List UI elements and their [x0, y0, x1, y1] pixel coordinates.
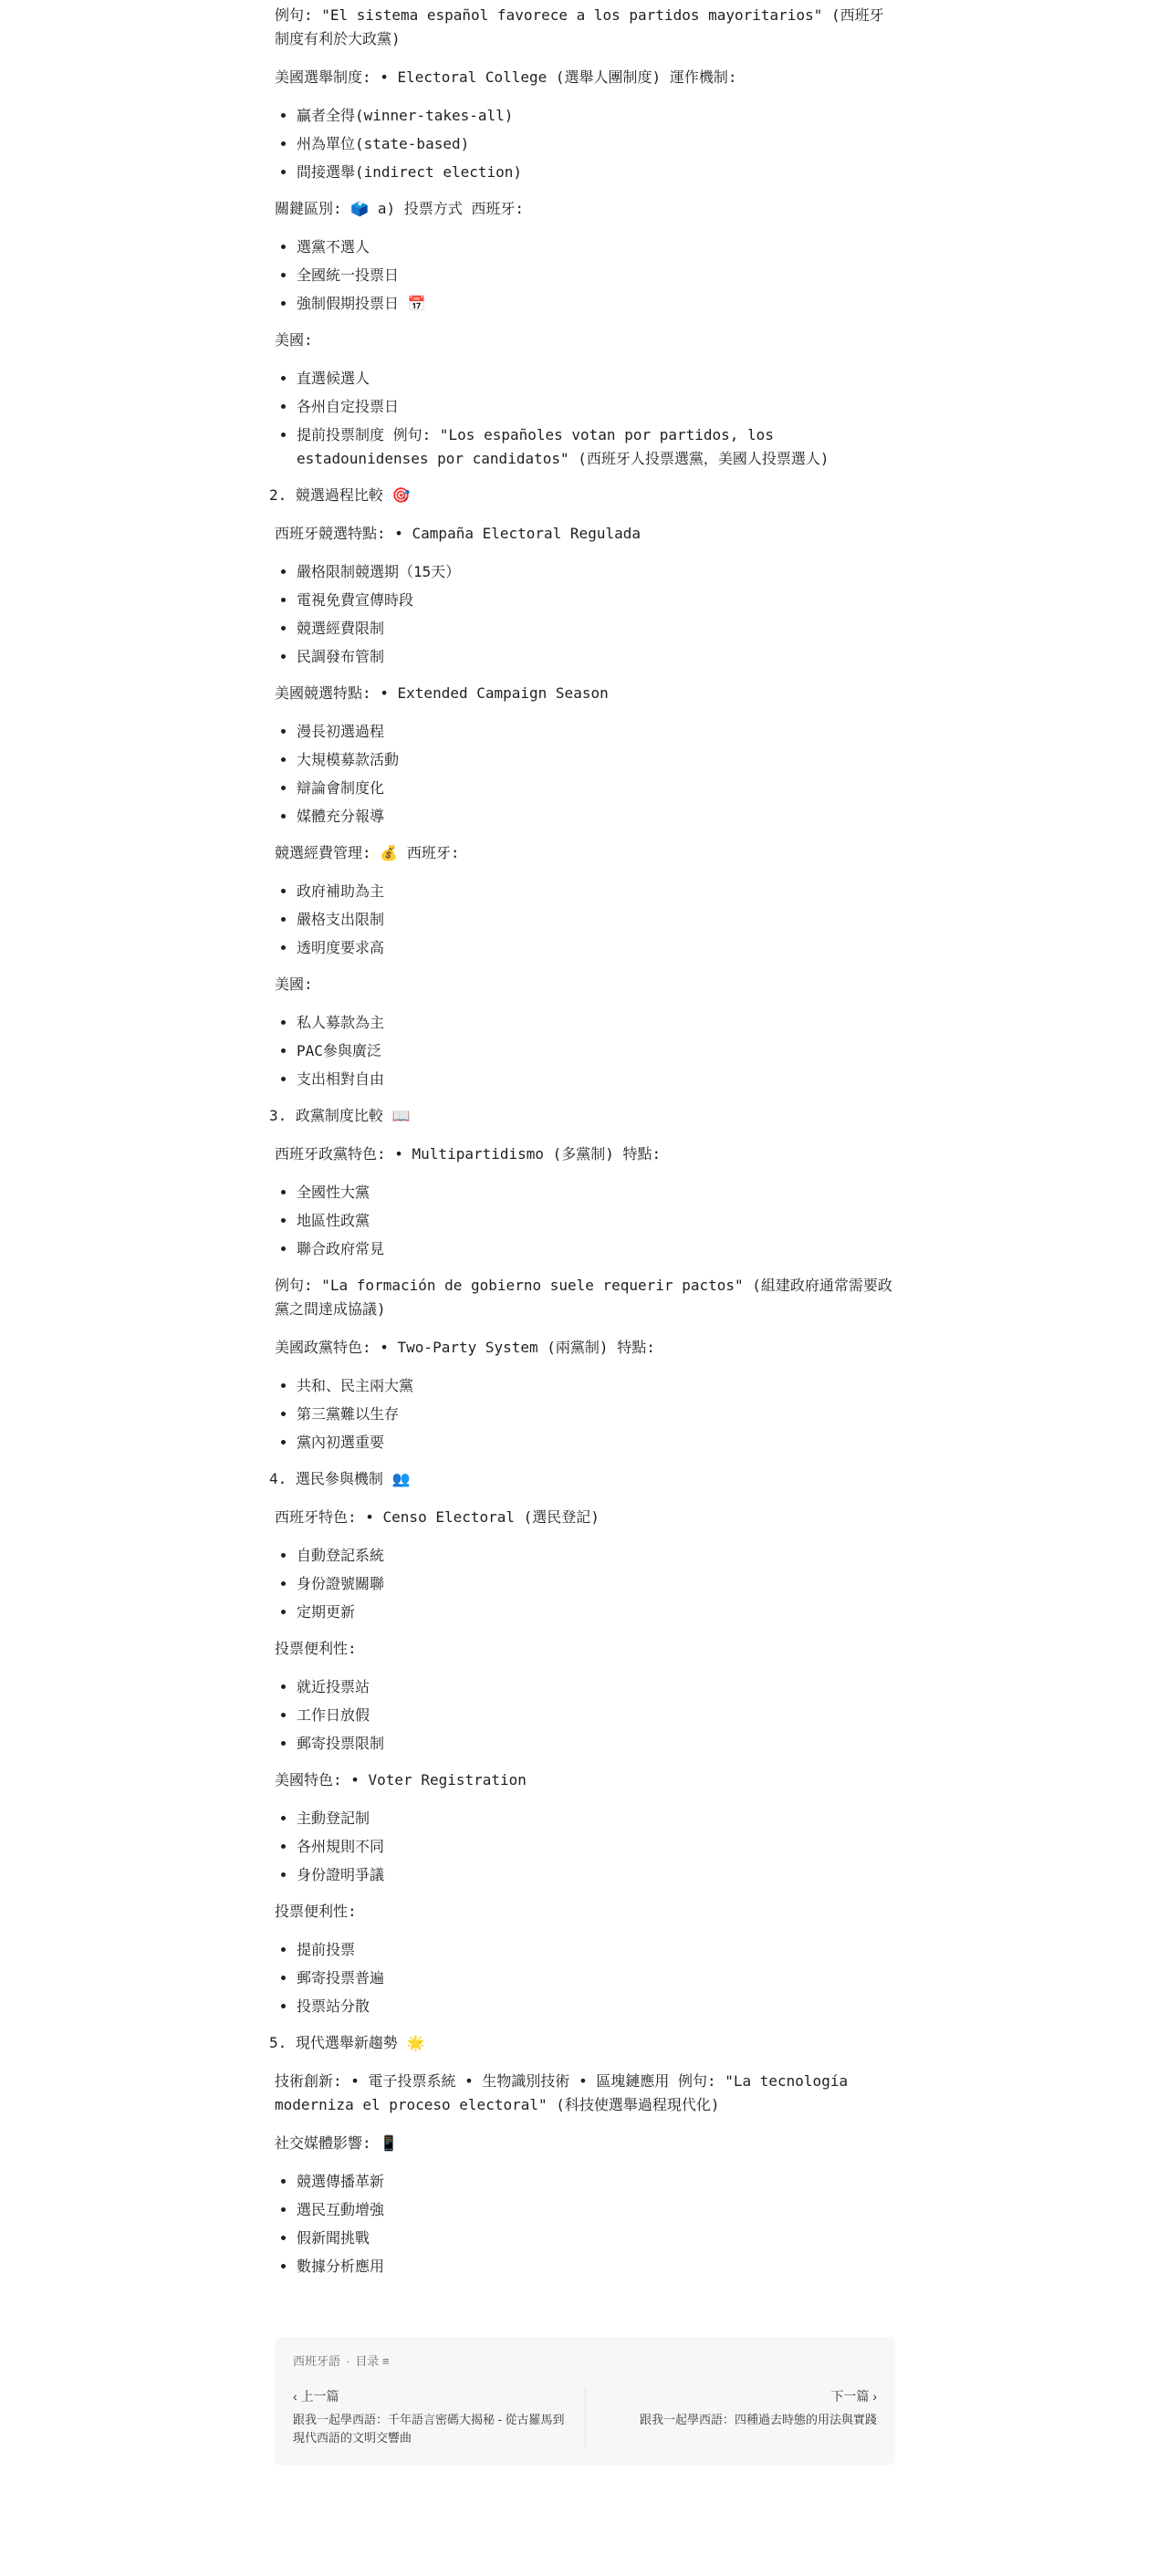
list-item: • 就近投票站	[297, 1675, 895, 1699]
list-item: • 大規模募款活動	[297, 748, 895, 772]
list-item: • 定期更新	[297, 1601, 895, 1624]
next-label: 下一篇 ›	[830, 2389, 877, 2404]
list-item: • 郵寄投票普遍	[297, 1966, 895, 1990]
section-heading: 2. 競選過程比較 🎯	[269, 486, 411, 504]
prev-title[interactable]: 跟我一起學西語：千年語言密碼大揭秘 - 從古羅馬到現代西語的文明交響曲	[293, 2413, 565, 2445]
paragraph: 西班牙競選特點: • Campaña Electoral Regulada	[275, 525, 641, 542]
list-item: • 競選經費限制	[297, 617, 895, 641]
list-item: • 私人募款為主	[297, 1011, 895, 1035]
bullet-list	[275, 560, 895, 669]
paragraph: 關鍵區別: 🗳️ a) 投票方式 西班牙:	[275, 200, 524, 217]
list-item: • 透明度要求高	[297, 936, 895, 960]
paragraph: 例句: "El sistema español favorece a los partidos mayoritarios" (西班牙制度有利於大政黨)	[275, 6, 884, 47]
list-item: • 辯論會制度化	[297, 777, 895, 800]
paragraph: 競選經費管理: 💰 西班牙:	[275, 844, 460, 861]
paragraph: 社交媒體影響: 📱	[275, 2134, 399, 2152]
list-item: • 嚴格限制競選期（15天）	[297, 560, 895, 584]
list-item: • 數據分析應用	[297, 2255, 895, 2279]
list-item: • PAC參與廣泛	[297, 1039, 895, 1063]
list-item: • 全國性大黨	[297, 1181, 895, 1205]
article-body	[269, 0, 895, 2466]
list-item: • 嚴格支出限制	[297, 908, 895, 932]
toc-link[interactable]: 目录 ≡	[355, 2354, 390, 2368]
bullet-list	[275, 1807, 895, 1887]
list-item: • 身份證明爭議	[297, 1863, 895, 1887]
paragraph: 投票便利性:	[275, 1640, 357, 1657]
bullet-list	[275, 1675, 895, 1756]
list-item: • 工作日放假	[297, 1704, 895, 1727]
paragraph: 投票便利性:	[275, 1903, 357, 1920]
list-item: • 黨內初選重要	[297, 1431, 895, 1455]
section-heading: 4. 選民參與機制 👥	[269, 1470, 411, 1487]
paragraph: 美國:	[275, 975, 313, 993]
list-item: • 電視免費宣傳時段	[297, 589, 895, 612]
list-item: • 各州規則不同	[297, 1835, 895, 1859]
list-item: • 競選傳播革新	[297, 2170, 895, 2194]
breadcrumb-separator: ·	[346, 2354, 350, 2368]
list-item: • 身份證號關聯	[297, 1572, 895, 1596]
list-item: • 自動登記系統	[297, 1544, 895, 1568]
list-item: • 間接選舉(indirect election)	[297, 161, 895, 184]
breadcrumb	[293, 2352, 877, 2369]
paragraph: 西班牙政黨特色: • Multipartidismo (多黨制) 特點:	[275, 1145, 662, 1163]
list-item: • 媒體充分報導	[297, 805, 895, 829]
list-item: • 聯合政府常見	[297, 1237, 895, 1261]
list-item: • 贏者全得(winner-takes-all)	[297, 104, 895, 128]
list-item: • 第三黨難以生存	[297, 1403, 895, 1426]
next-title[interactable]: 跟我一起學西語：四種過去時態的用法與實踐	[639, 2413, 877, 2426]
list-item: • 提前投票	[297, 1938, 895, 1962]
category-link[interactable]: 西班牙語	[293, 2354, 341, 2368]
list-item: • 州為單位(state-based)	[297, 132, 895, 156]
bullet-list	[275, 235, 895, 316]
paragraph: 美國特色: • Voter Registration	[275, 1771, 527, 1789]
paragraph: 技術創新: • 電子投票系統 • 生物識別技術 • 區塊鏈應用 例句: "La tecnología moderniza el proceso electoral" (科技使選舉過程現代化)	[275, 2072, 849, 2113]
bullet-list	[275, 1374, 895, 1455]
bullet-list	[275, 1011, 895, 1091]
bullet-list	[275, 2170, 895, 2279]
list-item: • 提前投票制度 例句: "Los españoles votan por partidos, los estadounidenses por candidatos" (西班牙人投票選黨，美國人投票選人)	[297, 423, 895, 471]
list-item: • 漫長初選過程	[297, 720, 895, 744]
list-item: • 直選候選人	[297, 367, 895, 391]
list-item: • 支出相對自由	[297, 1068, 895, 1091]
list-item: • 政府補助為主	[297, 880, 895, 903]
bullet-list	[275, 1938, 895, 2018]
list-item: • 各州自定投票日	[297, 395, 895, 419]
prev-label: ‹ 上一篇	[293, 2389, 339, 2404]
bullet-list	[275, 367, 895, 471]
list-item: • 投票站分散	[297, 1995, 895, 2018]
bullet-list	[275, 720, 895, 829]
paragraph: 西班牙特色: • Censo Electoral (選民登記)	[275, 1508, 600, 1526]
list-item: • 主動登記制	[297, 1807, 895, 1830]
list-item: • 共和、民主兩大黨	[297, 1374, 895, 1398]
article-nav-card	[275, 2337, 895, 2466]
list-item: • 強制假期投票日 📅	[297, 292, 895, 316]
list-item: • 假新聞挑戰	[297, 2227, 895, 2250]
list-item: • 郵寄投票限制	[297, 1732, 895, 1756]
paragraph: 美國:	[275, 331, 313, 349]
list-item: • 選黨不選人	[297, 235, 895, 259]
bullet-list	[275, 880, 895, 960]
list-item: • 選民互動增強	[297, 2198, 895, 2222]
paragraph: 美國政黨特色: • Two-Party System (兩黨制) 特點:	[275, 1339, 655, 1356]
list-item: • 全國統一投票日	[297, 264, 895, 287]
prev-article-link[interactable]	[293, 2387, 585, 2447]
paragraph: 例句: "La formación de gobierno suele requerir pactos" (組建政府通常需要政黨之間達成協議)	[275, 1277, 892, 1318]
section-heading: 5. 現代選舉新趨勢 🌟	[269, 2034, 425, 2051]
bullet-list	[275, 1544, 895, 1624]
list-item: • 地區性政黨	[297, 1209, 895, 1233]
next-article-link[interactable]	[585, 2387, 878, 2447]
section-heading: 3. 政黨制度比較 📖	[269, 1107, 411, 1124]
bullet-list	[275, 1181, 895, 1261]
list-item: • 民調發布管制	[297, 645, 895, 669]
paragraph: 美國選舉制度: • Electoral College (選舉人團制度) 運作機制:	[275, 68, 737, 86]
paragraph: 美國競選特點: • Extended Campaign Season	[275, 684, 609, 702]
bullet-list	[275, 104, 895, 184]
